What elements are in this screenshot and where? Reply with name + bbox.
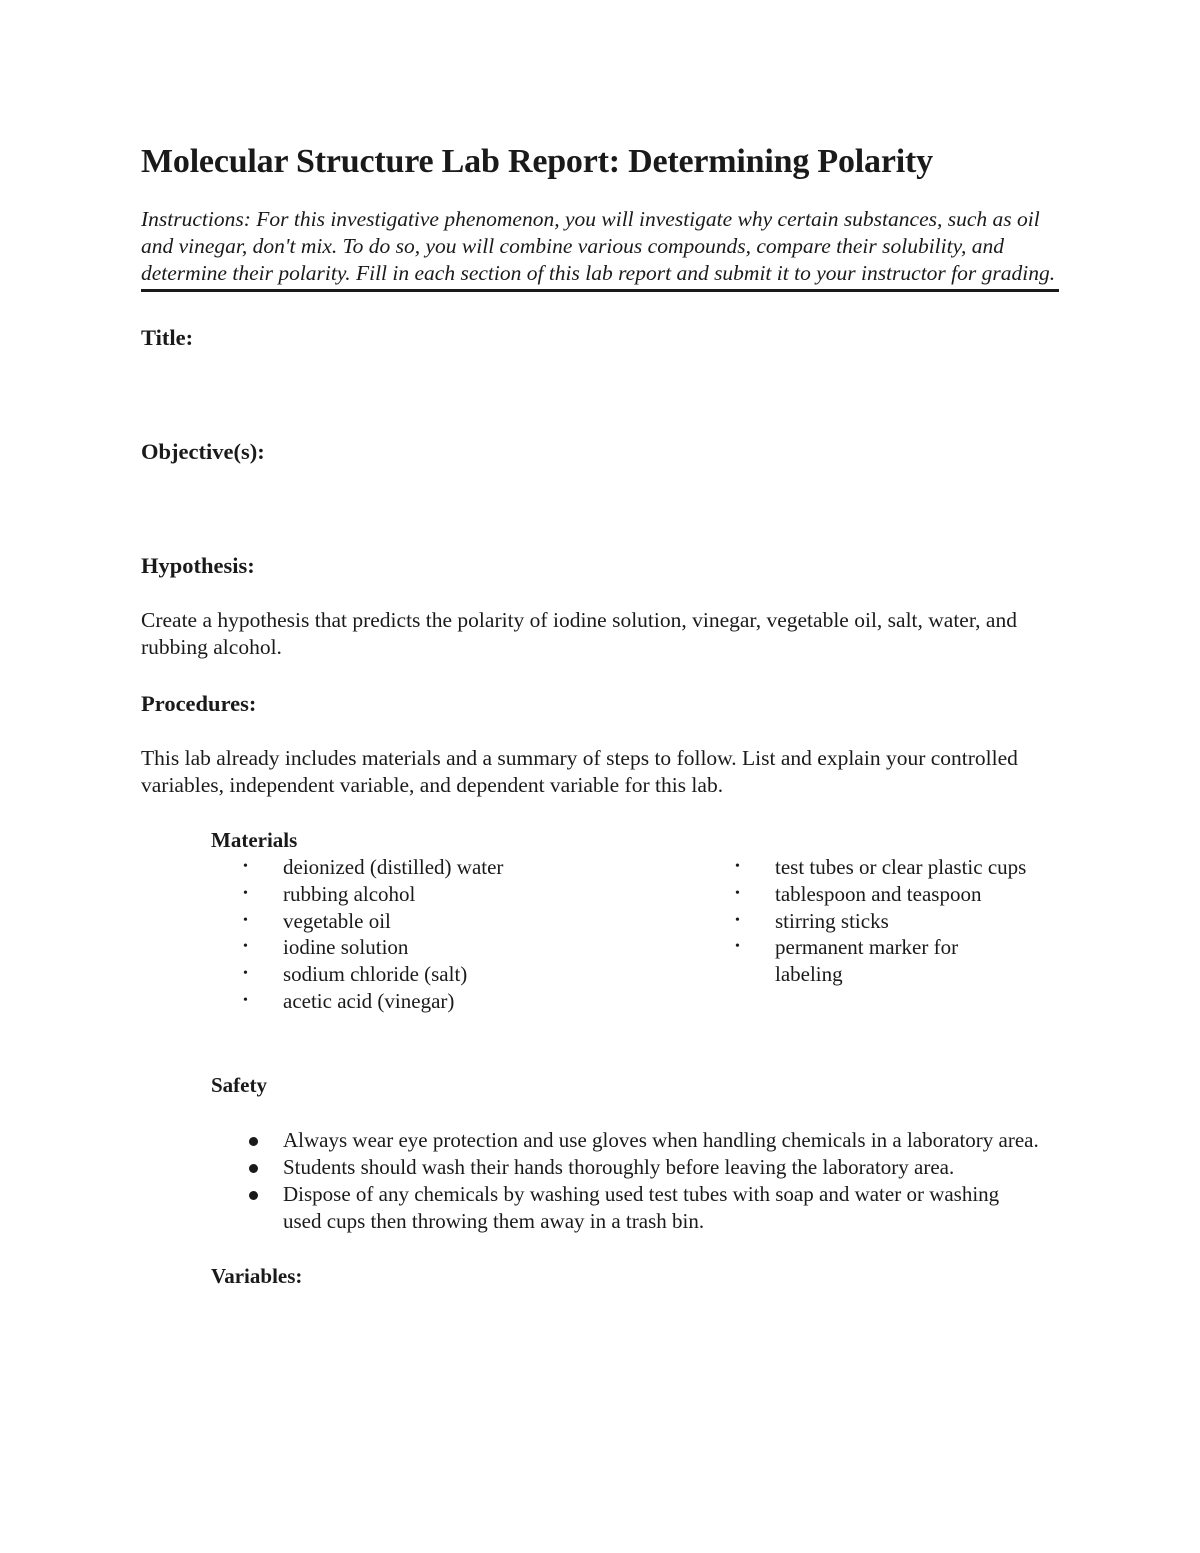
safety-heading: Safety bbox=[211, 1072, 267, 1097]
list-item: • tablespoon and teaspoon bbox=[735, 881, 982, 906]
list-item: • sodium chloride (salt) bbox=[243, 962, 468, 987]
bullet-icon: • bbox=[243, 966, 248, 982]
variables-heading: Variables: bbox=[211, 1263, 303, 1288]
list-item: • vegetable oil bbox=[243, 908, 391, 933]
list-item: • rubbing alcohol bbox=[243, 881, 416, 906]
list-item: • permanent marker for labeling bbox=[735, 935, 959, 987]
list-item: Always wear eye protection and use gloves when handling chemicals in a laboratory area. bbox=[211, 1127, 1059, 1154]
document-title: Molecular Structure Lab Report: Determining Polarity bbox=[141, 143, 933, 180]
hypothesis-text: Create a hypothesis that predicts the polarity of iodine solution, vinegar, vegetable oil, salt, water, and rubbing alcohol. bbox=[141, 608, 1017, 659]
materials-list-left bbox=[211, 854, 703, 1015]
materials-columns bbox=[211, 854, 1059, 1015]
materials-list-right bbox=[703, 854, 1059, 1015]
materials-section bbox=[211, 827, 1059, 1015]
bullet-icon: • bbox=[243, 992, 248, 1008]
instructions-text: Instructions: For this investigative phenomenon, you will investigate why certain substances, such as oil and vinegar, don't mix. To do so, you will combine various compounds, compare their solubility, and determine their polarity. Fill in each section of this lab report and submit it to your instructor for grading. bbox=[141, 206, 1059, 292]
bullet-dot-icon bbox=[249, 1191, 258, 1200]
list-item: Students should wash their hands thoroughly before leaving the laboratory area. bbox=[211, 1154, 1059, 1181]
list-item: Dispose of any chemicals by washing used test tubes with soap and water or washing used cups then throwing them away in a trash bin. bbox=[211, 1181, 1059, 1235]
list-item: • deionized (distilled) water bbox=[243, 855, 504, 879]
bullet-icon: • bbox=[243, 859, 248, 874]
safety-section bbox=[211, 1072, 1059, 1290]
safety-list bbox=[211, 1127, 1059, 1235]
bullet-dot-icon bbox=[249, 1164, 258, 1173]
list-item: • acetic acid (vinegar) bbox=[243, 988, 455, 1013]
procedures-heading: Procedures: bbox=[141, 691, 257, 716]
bullet-icon: • bbox=[735, 912, 740, 928]
document-page bbox=[141, 140, 1059, 1290]
list-item: • stirring sticks bbox=[735, 908, 889, 933]
bullet-icon: • bbox=[735, 885, 740, 901]
list-item: • test tubes or clear plastic cups bbox=[735, 855, 1027, 879]
bullet-icon: • bbox=[243, 885, 248, 901]
bullet-icon: • bbox=[735, 859, 740, 874]
procedures-text: This lab already includes materials and a summary of steps to follow. List and explain your controlled variables, independent variable, and dependent variable for this lab. bbox=[141, 746, 1018, 797]
bullet-icon: • bbox=[243, 912, 248, 928]
materials-heading: Materials bbox=[211, 828, 298, 852]
bullet-icon: • bbox=[735, 939, 740, 955]
bullet-dot-icon bbox=[249, 1137, 258, 1146]
hypothesis-heading: Hypothesis: bbox=[141, 553, 255, 578]
list-item: • iodine solution bbox=[243, 935, 409, 960]
objectives-heading: Objective(s): bbox=[141, 439, 265, 464]
bullet-icon: • bbox=[243, 939, 248, 955]
title-heading: Title: bbox=[141, 325, 194, 350]
